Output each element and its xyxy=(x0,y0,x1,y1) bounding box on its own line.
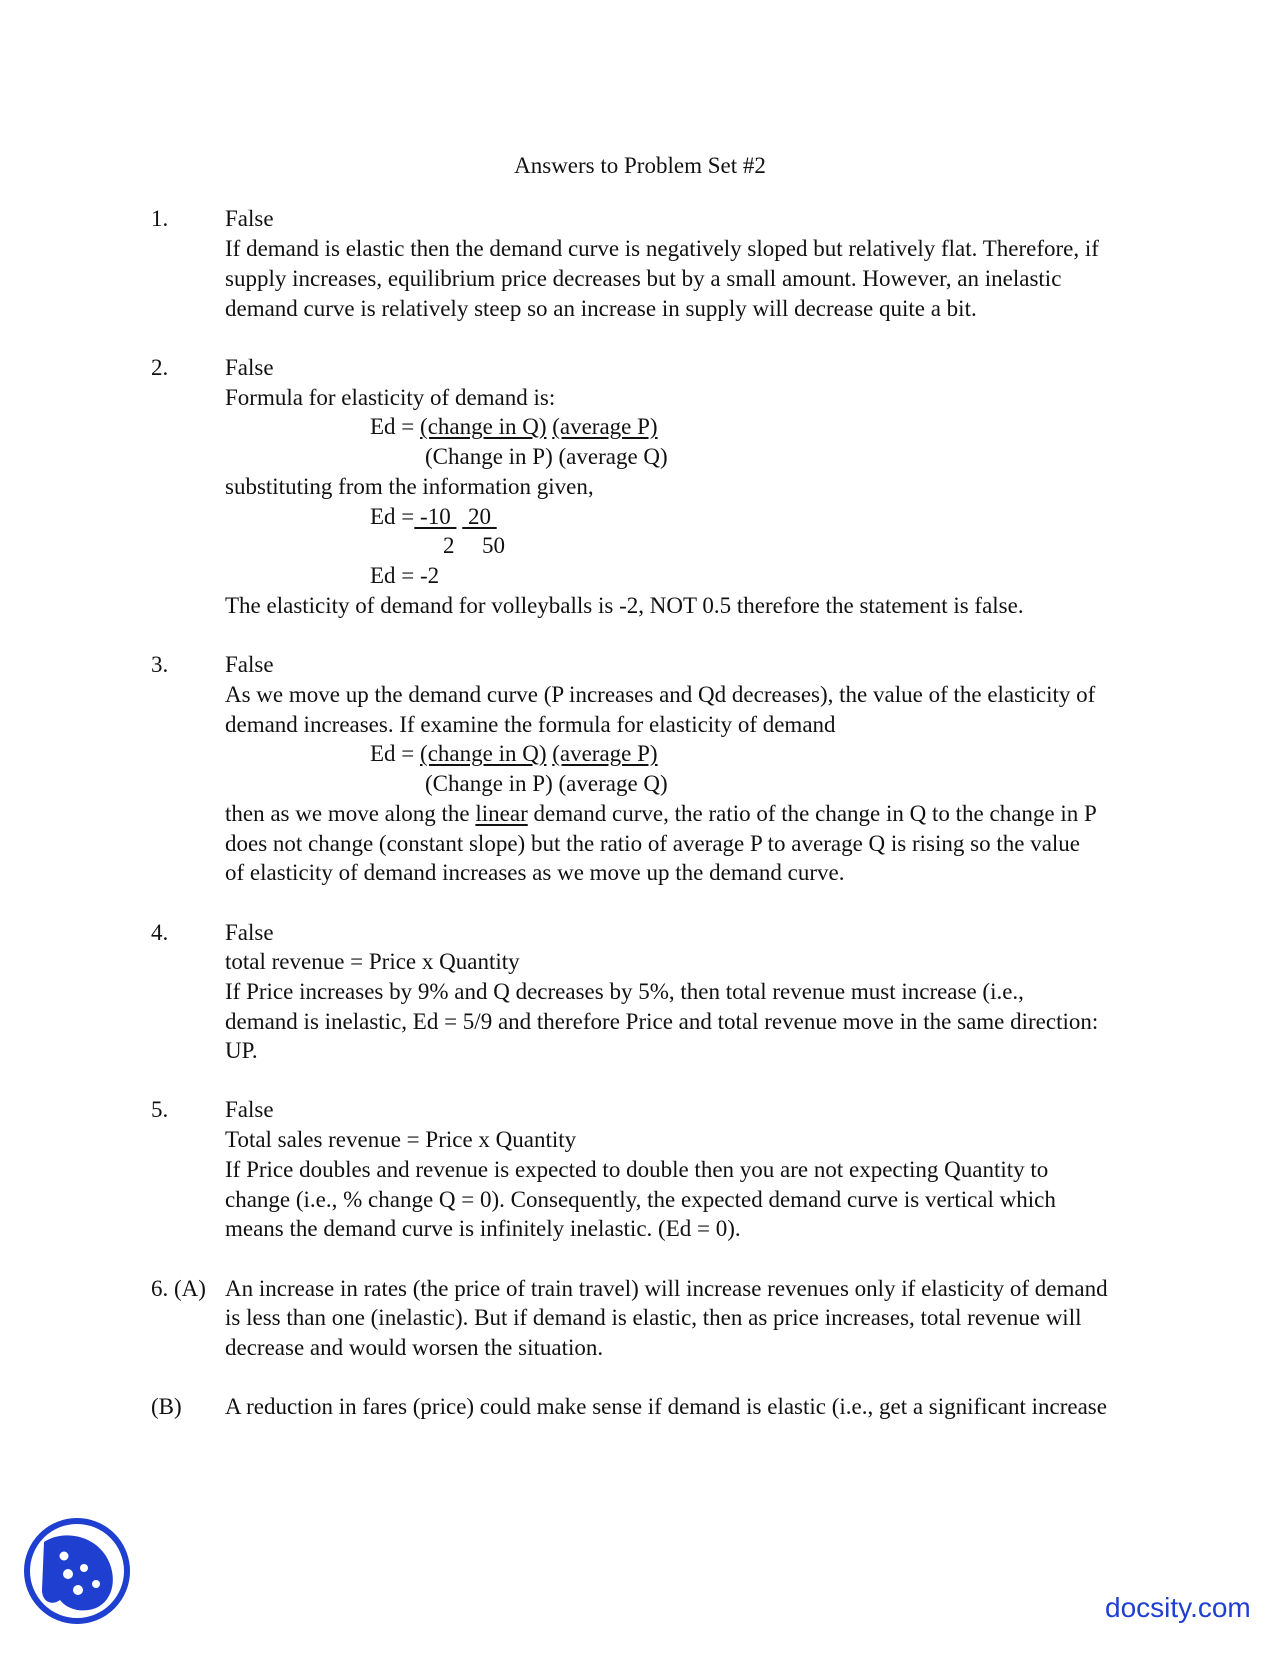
q5-line-1: Total sales revenue = Price x Quantity xyxy=(225,1127,577,1152)
q2-result: Ed = -2 xyxy=(370,563,440,588)
q5-answer: False xyxy=(225,1097,274,1122)
q1-answer: False xyxy=(225,206,274,231)
q2-sub-den-a: 2 xyxy=(443,533,455,558)
q2-sub-den-b: 50 xyxy=(482,533,505,558)
docsity-logo-icon[interactable] xyxy=(22,1516,132,1626)
q6b-line-1: A reduction in fares (price) could make sense if demand is elastic (i.e., get a significant increase xyxy=(225,1394,1107,1419)
q5-number: 5. xyxy=(151,1097,169,1122)
q3-line-4: does not change (constant slope) but the ratio of average P to average Q is rising so the value xyxy=(225,831,1080,856)
q1-number: 1. xyxy=(151,206,169,231)
q3-line-3 xyxy=(225,801,1097,827)
q4-line-4: UP. xyxy=(225,1038,258,1063)
q2-formula-numerator xyxy=(370,414,658,440)
q2-sub-num-a: -10 xyxy=(414,504,457,529)
page-title: Answers to Problem Set #2 xyxy=(514,153,766,178)
q3-answer: False xyxy=(225,652,274,677)
q1-line-1: If demand is elastic then the demand curve is negatively sloped but relatively flat. Therefore, if xyxy=(225,236,1099,261)
q2-sub-numerator xyxy=(370,504,497,530)
q3-number: 3. xyxy=(151,652,169,677)
q1-line-3: demand curve is relatively steep so an increase in supply will decrease quite a bit. xyxy=(225,296,977,321)
q5-line-3: change (i.e., % change Q = 0). Consequently, the expected demand curve is vertical which xyxy=(225,1187,1056,1212)
q3-line-3-pre: then as we move along the xyxy=(225,801,476,826)
q3-formula-denominator: (Change in P) (average Q) xyxy=(425,771,668,796)
q3-formula-average-p: (average P) xyxy=(552,741,658,766)
q5-line-2: If Price doubles and revenue is expected to double then you are not expecting Quantity to xyxy=(225,1157,1049,1182)
q3-formula-lhs: Ed = xyxy=(370,741,421,766)
q1-line-2: supply increases, equilibrium price decreases but by a small amount. However, an inelastic xyxy=(225,266,1062,291)
q3-formula-numerator xyxy=(370,741,658,767)
q2-intro: Formula for elasticity of demand is: xyxy=(225,385,556,410)
q6b-number: (B) xyxy=(151,1394,182,1419)
q6a-line-1: An increase in rates (the price of train travel) will increase revenues only if elasticity of demand xyxy=(225,1276,1108,1301)
q2-sub-intro: substituting from the information given, xyxy=(225,474,594,499)
q2-sub-num-b: 20 xyxy=(462,504,497,529)
q2-formula-average-p: (average P) xyxy=(552,414,658,439)
q3-formula-change-q: (change in Q) xyxy=(420,741,547,766)
q2-sub-lhs: Ed = xyxy=(370,504,415,529)
q3-line-5: of elasticity of demand increases as we move up the demand curve. xyxy=(225,860,845,885)
q6a-line-3: decrease and would worsen the situation. xyxy=(225,1335,604,1360)
q3-line-2: demand increases. If examine the formula for elasticity of demand xyxy=(225,712,836,737)
q3-line-3-post: demand curve, the ratio of the change in Q to the change in P xyxy=(527,801,1097,826)
q5-line-4: means the demand curve is infinitely inelastic. (Ed = 0). xyxy=(225,1216,741,1241)
q2-formula-denominator: (Change in P) (average Q) xyxy=(425,444,668,469)
q4-number: 4. xyxy=(151,920,169,945)
q4-line-1: total revenue = Price x Quantity xyxy=(225,949,520,974)
q2-conclusion: The elasticity of demand for volleyballs is -2, NOT 0.5 therefore the statement is false. xyxy=(225,593,1024,618)
docsity-brand-link[interactable]: docsity.com xyxy=(1105,1592,1251,1623)
q4-line-2: If Price increases by 9% and Q decreases by 5%, then total revenue must increase (i.e., xyxy=(225,979,1024,1004)
q6a-line-2: is less than one (inelastic). But if demand is elastic, then as price increases, total revenue will xyxy=(225,1305,1082,1330)
q2-answer: False xyxy=(225,355,274,380)
q2-formula-lhs: Ed = xyxy=(370,414,421,439)
q3-line-1: As we move up the demand curve (P increases and Qd decreases), the value of the elasticity of xyxy=(225,682,1096,707)
q3-line-3-linear: linear xyxy=(475,801,528,826)
q2-formula-change-q: (change in Q) xyxy=(420,414,547,439)
q4-line-3: demand is inelastic, Ed = 5/9 and therefore Price and total revenue move in the same direction: xyxy=(225,1009,1099,1034)
q2-number: 2. xyxy=(151,355,169,380)
q6a-number: 6. (A) xyxy=(151,1276,206,1301)
q4-answer: False xyxy=(225,920,274,945)
